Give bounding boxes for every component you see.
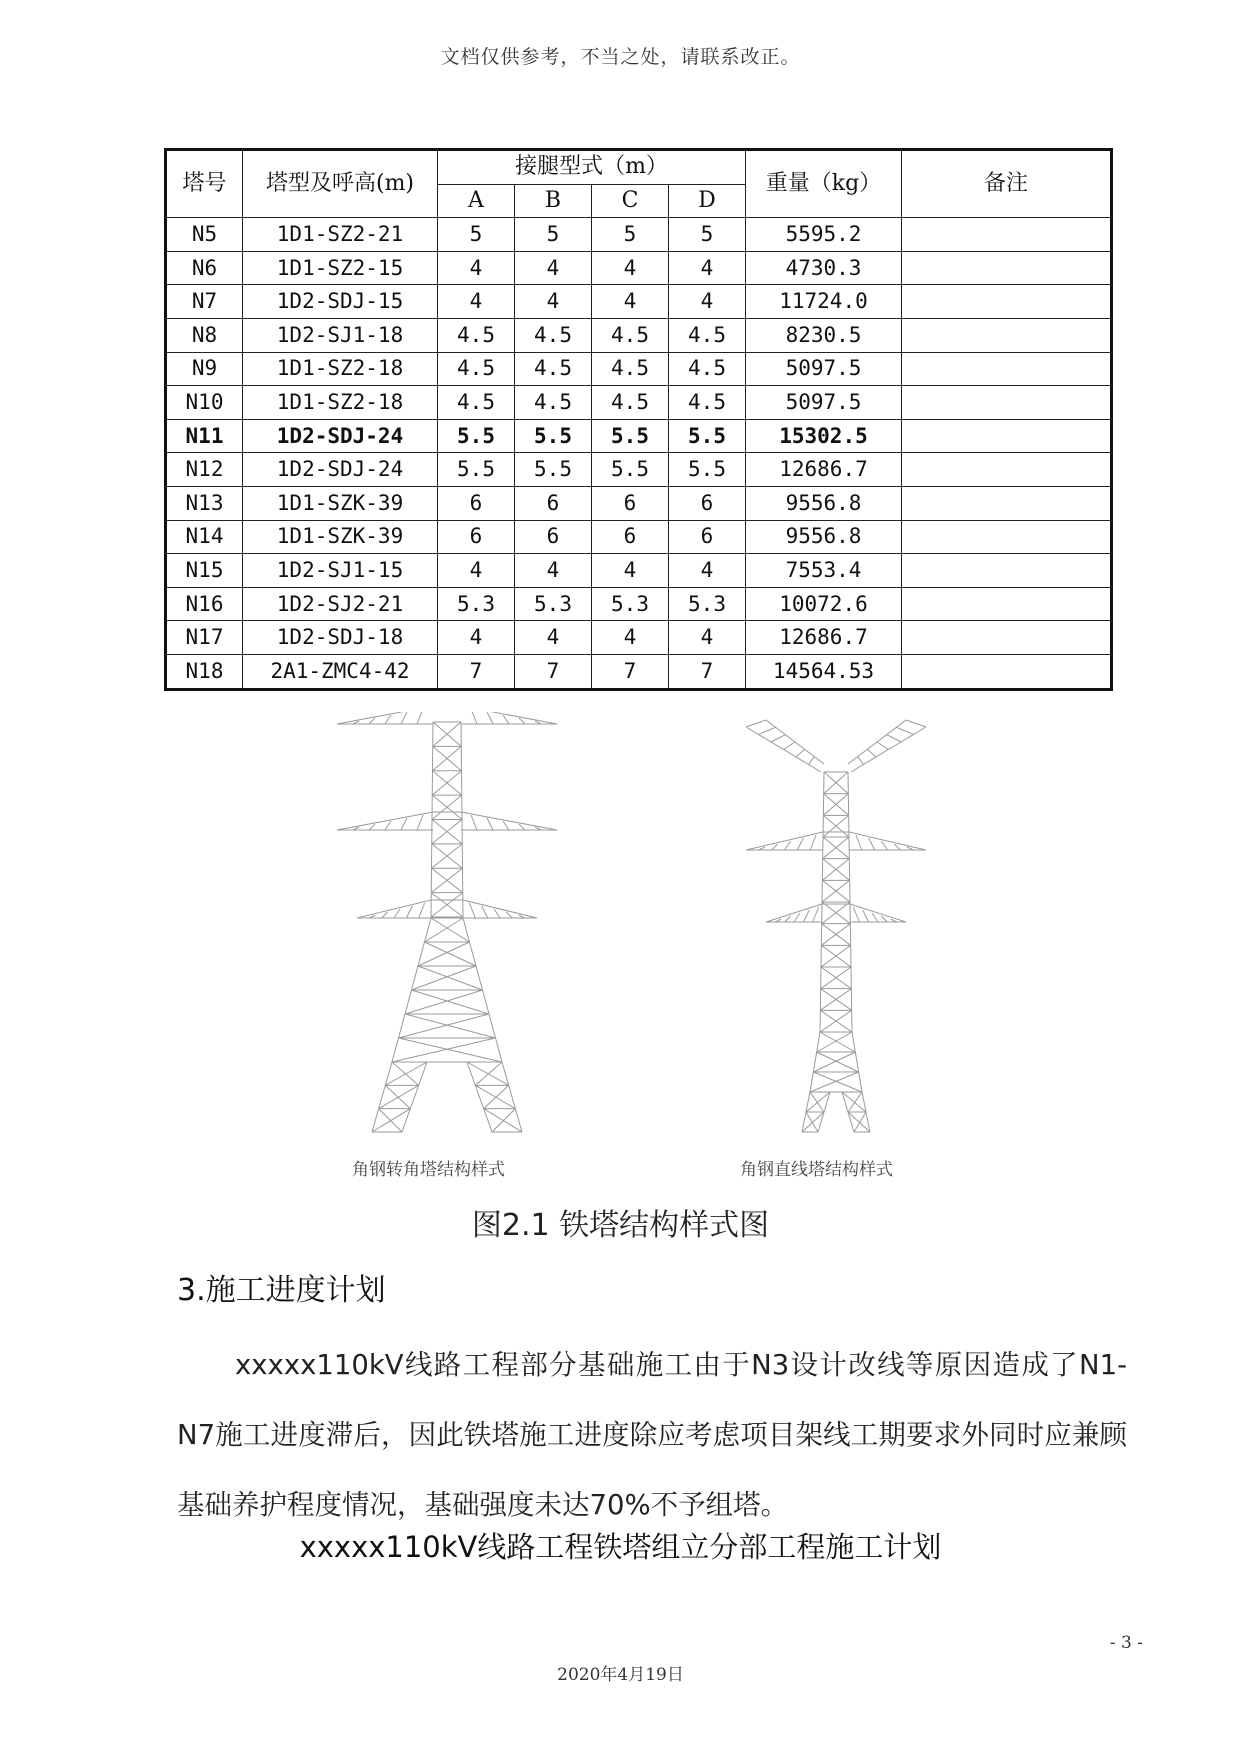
straight-tower-label: 角钢直线塔结构样式 xyxy=(740,1160,893,1180)
cell-remark xyxy=(902,419,1112,453)
cell-c: 4 xyxy=(592,554,669,588)
cell-weight: 5097.5 xyxy=(746,386,902,420)
header-tower-no: 塔号 xyxy=(166,150,243,218)
cell-type: 1D2-SDJ-24 xyxy=(243,419,438,453)
cell-c: 4.5 xyxy=(592,386,669,420)
cell-no: N11 xyxy=(166,419,243,453)
cell-d: 7 xyxy=(669,654,746,689)
cell-b: 6 xyxy=(515,520,592,554)
cell-b: 5.5 xyxy=(515,419,592,453)
cell-weight: 9556.8 xyxy=(746,486,902,520)
table-row xyxy=(166,554,1112,588)
cell-a: 4 xyxy=(438,554,515,588)
table-row xyxy=(166,486,1112,520)
cell-type: 1D1-SZ2-18 xyxy=(243,386,438,420)
cell-no: N8 xyxy=(166,318,243,352)
cell-no: N14 xyxy=(166,520,243,554)
tower-table xyxy=(164,148,1113,691)
cell-no: N10 xyxy=(166,386,243,420)
cell-weight: 15302.5 xyxy=(746,419,902,453)
cell-d: 4.5 xyxy=(669,352,746,386)
cell-b: 4.5 xyxy=(515,386,592,420)
section-title: 3.施工进度计划 xyxy=(177,1273,386,1308)
cell-b: 4.5 xyxy=(515,318,592,352)
cell-remark xyxy=(902,218,1112,252)
cell-weight: 4730.3 xyxy=(746,251,902,285)
table-row xyxy=(166,621,1112,655)
cell-a: 6 xyxy=(438,520,515,554)
cell-no: N17 xyxy=(166,621,243,655)
cell-no: N12 xyxy=(166,453,243,487)
cell-weight: 5595.2 xyxy=(746,218,902,252)
table-row xyxy=(166,218,1112,252)
page-number: - 3 - xyxy=(1109,1633,1143,1653)
cell-c: 4 xyxy=(592,251,669,285)
cell-remark xyxy=(902,587,1112,621)
angle-tower-label: 角钢转角塔结构样式 xyxy=(352,1160,505,1180)
cell-remark xyxy=(902,285,1112,319)
cell-d: 4.5 xyxy=(669,318,746,352)
cell-type: 1D1-SZK-39 xyxy=(243,486,438,520)
cell-type: 1D1-SZ2-15 xyxy=(243,251,438,285)
section-paragraph: xxxxx110kV线路工程部分基础施工由于N3设计改线等原因造成了N1-N7施工进度滞后，因此铁塔施工进度除应考虑项目架线工期要求外同时应兼顾基础养护程度情况，基础强度未达70%不予组塔。 xyxy=(177,1349,1127,1521)
table-row xyxy=(166,419,1112,453)
cell-no: N6 xyxy=(166,251,243,285)
cell-remark xyxy=(902,520,1112,554)
cell-type: 1D2-SJ2-21 xyxy=(243,587,438,621)
table-row xyxy=(166,251,1112,285)
cell-a: 4.5 xyxy=(438,352,515,386)
cell-c: 7 xyxy=(592,654,669,689)
cell-d: 6 xyxy=(669,486,746,520)
cell-c: 6 xyxy=(592,486,669,520)
cell-c: 5.3 xyxy=(592,587,669,621)
cell-type: 1D2-SJ1-15 xyxy=(243,554,438,588)
cell-a: 7 xyxy=(438,654,515,689)
cell-b: 4 xyxy=(515,554,592,588)
cell-type: 1D1-SZ2-21 xyxy=(243,218,438,252)
cell-type: 1D2-SJ1-18 xyxy=(243,318,438,352)
cell-a: 6 xyxy=(438,486,515,520)
cell-weight: 7553.4 xyxy=(746,554,902,588)
header-leg-b: B xyxy=(515,184,592,218)
cell-d: 4.5 xyxy=(669,386,746,420)
cell-b: 6 xyxy=(515,486,592,520)
cell-weight: 12686.7 xyxy=(746,621,902,655)
table-row xyxy=(166,453,1112,487)
cell-b: 4.5 xyxy=(515,352,592,386)
cell-d: 4 xyxy=(669,554,746,588)
cell-c: 4.5 xyxy=(592,318,669,352)
cell-a: 4 xyxy=(438,251,515,285)
cell-b: 7 xyxy=(515,654,592,689)
footer-date: 2020年4月19日 xyxy=(557,1665,684,1685)
cell-d: 5 xyxy=(669,218,746,252)
table-row xyxy=(166,654,1112,689)
cell-c: 5.5 xyxy=(592,419,669,453)
angle-tower-diagram xyxy=(330,712,570,1152)
cell-weight: 9556.8 xyxy=(746,520,902,554)
cell-weight: 8230.5 xyxy=(746,318,902,352)
cell-a: 5.3 xyxy=(438,587,515,621)
header-weight: 重量（kg） xyxy=(746,150,902,218)
cell-d: 4 xyxy=(669,621,746,655)
cell-remark xyxy=(902,453,1112,487)
cell-no: N18 xyxy=(166,654,243,689)
cell-type: 1D1-SZK-39 xyxy=(243,520,438,554)
cell-no: N5 xyxy=(166,218,243,252)
cell-remark xyxy=(902,386,1112,420)
cell-a: 5.5 xyxy=(438,419,515,453)
cell-remark xyxy=(902,621,1112,655)
watermark-text: 文档仅供参考，不当之处，请联系改正。 xyxy=(440,46,801,68)
cell-c: 5.5 xyxy=(592,453,669,487)
header-leg-a: A xyxy=(438,184,515,218)
cell-c: 4 xyxy=(592,285,669,319)
cell-no: N9 xyxy=(166,352,243,386)
cell-type: 2A1-ZMC4-42 xyxy=(243,654,438,689)
cell-no: N16 xyxy=(166,587,243,621)
header-leg-c: C xyxy=(592,184,669,218)
cell-no: N7 xyxy=(166,285,243,319)
table-row xyxy=(166,285,1112,319)
cell-c: 4 xyxy=(592,621,669,655)
cell-d: 5.5 xyxy=(669,419,746,453)
cell-d: 4 xyxy=(669,251,746,285)
figure-caption: 图2.1 铁塔结构样式图 xyxy=(471,1208,770,1243)
cell-b: 4 xyxy=(515,621,592,655)
plan-title: xxxxx110kV线路工程铁塔组立分部工程施工计划 xyxy=(299,1530,942,1564)
cell-a: 4 xyxy=(438,285,515,319)
cell-remark xyxy=(902,486,1112,520)
cell-b: 4 xyxy=(515,251,592,285)
cell-weight: 5097.5 xyxy=(746,352,902,386)
cell-a: 4.5 xyxy=(438,318,515,352)
table-row xyxy=(166,352,1112,386)
cell-d: 5.3 xyxy=(669,587,746,621)
table-row xyxy=(166,587,1112,621)
table-row xyxy=(166,520,1112,554)
table-row xyxy=(166,318,1112,352)
cell-c: 4.5 xyxy=(592,352,669,386)
cell-c: 6 xyxy=(592,520,669,554)
cell-b: 5.5 xyxy=(515,453,592,487)
cell-a: 4.5 xyxy=(438,386,515,420)
cell-type: 1D1-SZ2-18 xyxy=(243,352,438,386)
cell-no: N15 xyxy=(166,554,243,588)
cell-type: 1D2-SDJ-18 xyxy=(243,621,438,655)
header-leg-d: D xyxy=(669,184,746,218)
header-leg-type: 接腿型式（m） xyxy=(438,150,746,185)
straight-tower-diagram xyxy=(730,712,950,1152)
header-tower-type: 塔型及呼高(m) xyxy=(243,150,438,218)
cell-remark xyxy=(902,318,1112,352)
cell-remark xyxy=(902,554,1112,588)
cell-c: 5 xyxy=(592,218,669,252)
cell-a: 4 xyxy=(438,621,515,655)
cell-remark xyxy=(902,352,1112,386)
table-row xyxy=(166,386,1112,420)
cell-type: 1D2-SDJ-24 xyxy=(243,453,438,487)
header-remark: 备注 xyxy=(902,150,1112,218)
cell-weight: 12686.7 xyxy=(746,453,902,487)
cell-weight: 14564.53 xyxy=(746,654,902,689)
cell-d: 6 xyxy=(669,520,746,554)
cell-d: 4 xyxy=(669,285,746,319)
cell-b: 5 xyxy=(515,218,592,252)
cell-a: 5.5 xyxy=(438,453,515,487)
cell-remark xyxy=(902,251,1112,285)
cell-b: 5.3 xyxy=(515,587,592,621)
cell-no: N13 xyxy=(166,486,243,520)
cell-type: 1D2-SDJ-15 xyxy=(243,285,438,319)
cell-remark xyxy=(902,654,1112,689)
cell-weight: 11724.0 xyxy=(746,285,902,319)
cell-weight: 10072.6 xyxy=(746,587,902,621)
cell-b: 4 xyxy=(515,285,592,319)
cell-d: 5.5 xyxy=(669,453,746,487)
cell-a: 5 xyxy=(438,218,515,252)
